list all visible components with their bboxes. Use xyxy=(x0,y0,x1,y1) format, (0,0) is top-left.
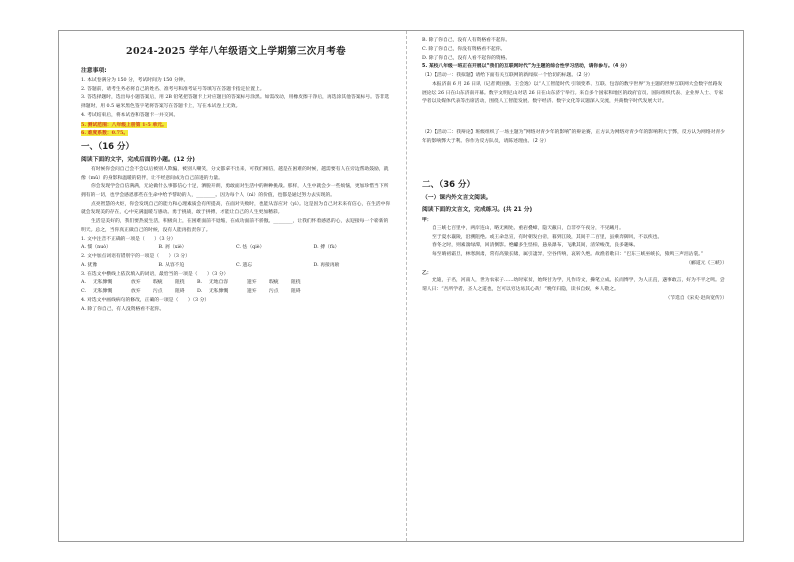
q3-option-row[interactable]: A. 无私慷慨 放弃 瑕疵 阻挠 B. 无地自容 遗弃 瑕疵 阻挠 xyxy=(81,280,301,286)
question-4: 4. 对选文中画线病句的修改，正确的一项是（ ）（3 分） xyxy=(81,297,210,303)
notice-2: 2. 答题前，请考生务必将自己的姓名、准考号和准考证号等填写在答题卡指定位置上。 xyxy=(81,86,265,92)
q2-option-a[interactable]: A. 犹豫 xyxy=(81,262,98,268)
question-2: 2. 文中加点词语有错别字的一项是（ ）（3 分） xyxy=(81,254,191,260)
q1-option-a[interactable]: A. 懦（nuò） xyxy=(81,245,111,251)
question-2-options xyxy=(81,262,391,271)
classical-reading-task: 阅读下面的文言文，完成练习。(共 21 分) xyxy=(422,207,533,214)
activity-1: （1）【活动一：我拟题】请给下面有关互联网的新闻拟一个恰切的标题。（2 分） xyxy=(422,73,593,79)
question-5: 5. 某校八年级一班正在开展以“我们的互联网时代”为主题的综合性学习活动，请你参与。（4 分） xyxy=(422,64,630,70)
answer-space-2[interactable] xyxy=(422,146,727,176)
question-1: 1. 文中注音不正确的一项是（ ）（3 分） xyxy=(81,236,176,242)
jia-paragraph-2: 至于夏水襄陵，沿溯阻绝。或王命急宣，有时朝发白帝，暮到江陵，其间千二百里，虽乘奔御风，不以疾也。 xyxy=(432,234,663,240)
jia-paragraph-1: 自三峡七百里中，两岸连山，略无阙处。重岩叠嶂，隐天蔽日，自非亭午夜分，不见曦月。 xyxy=(432,226,624,232)
passage-paragraph-2: 你会发现学会自信满满，无论做什么事都信心十足，洒脱开朗，勇敢面对生活中的种种挑战。那样，人生中就会少一些烦恼，更加珍惜当下所拥有的一切，也学会感恩那些在生命中给予帮助的人，________。因为每个人（nì）的价值，也都是通过努力去实现的。 xyxy=(81,184,389,199)
q2-option-d[interactable]: D. 再接再励 xyxy=(313,262,340,268)
section-1-title: 一、（16 分） xyxy=(81,141,135,152)
passage-paragraph-3: 点亮智慧的火炬，你会发现自己的能力和心理素质会有所提高，在面对失败时，也能从容应对（yì）。这是因为自己对未来有信心，在生活中你就会发现美的存在，心中充满温暖与感动。勇于挑战，敢于拼搏，才能让自己的人生更加精彩。 xyxy=(81,201,391,216)
difficulty-coefficient: 6. 难度系数：0.75。 xyxy=(81,130,129,137)
test-scope: 5. 测试范围：八年级上册第 1-5 单元。 xyxy=(81,121,167,128)
passage-jia-label: 甲： xyxy=(422,217,432,224)
q4-option-d[interactable]: D. 除了你自己，没有人看不起你的资格。 xyxy=(422,55,511,61)
q1-option-c[interactable]: C. 怯（qiè） xyxy=(236,245,265,251)
q3-option-row[interactable]: C. 无私慷慨 放弃 污点 阻碍 D. 无私慷慨 遗弃 污点 阻碍 xyxy=(81,289,301,295)
jia-source: （郦道元《三峡》） xyxy=(686,260,727,266)
column-divider xyxy=(406,31,407,541)
question-3: 3. 在选文中横线上依次填入的词语，最恰当的一项是（ ）（3 分） xyxy=(81,271,229,277)
notice-3: 3. 答选择题时，选出每小题答案后，用 2B 铅笔把答题卡上对应题目的答案标号涂黑。如需改动，用橡皮擦干净后，再选涂其他答案标号。答非选择题时，用 0.5 毫米黑色签字笔将答案写在答题卡上，写在本试卷上无效。 xyxy=(81,95,390,110)
q1-option-d[interactable]: D. 搏（fù） xyxy=(313,245,340,251)
right-column xyxy=(422,37,727,537)
question-1-options xyxy=(81,244,391,253)
answer-space-1[interactable] xyxy=(422,107,727,129)
q2-option-c[interactable]: C. 遗忘 xyxy=(236,262,253,268)
q4-option-b[interactable]: B. 除了你自己，没有人有资格看不起你。 xyxy=(422,38,511,43)
q4-option-a[interactable]: A. 除了你自己，有人没资格看不起你。 xyxy=(81,306,165,312)
yi-paragraph: 允迪，子名，河南人，世为农家子……幼时家贫，始终甘为学，凡作诗文，操笔立成。长而博学，为人正直，遇事敢言，好为不平之鸣。尝谓人曰：“吾所学者，圣人之道也，岂可以穷达易其心哉！”晚年归隐，读书自娱，乡人敬之。 xyxy=(422,278,725,292)
q4-option-c[interactable]: C. 除了你自己，你没有资格看不起你。 xyxy=(422,46,506,52)
yi-source: （节选自《宋史·赵尚宽传》） xyxy=(665,295,727,301)
passage-paragraph-4: 生活是美好的，我们要热爱生活，积极向上，在困难面前不退缩，在成功面前不骄傲。________，让我们怀着感恩的心，去迎接每一个崭新的明天。总之，当你真正做自己的时候，没有人能再指责你了。 xyxy=(81,219,389,233)
exam-title: 2024-2025 学年八年级语文上学期第三次月考卷 xyxy=(126,46,346,57)
section-2-title: 二、（36 分） xyxy=(422,180,476,191)
question-3-options xyxy=(81,279,391,297)
jia-paragraph-3: 春冬之时，则素湍绿潭，回清倒影。绝巘多生怪柏，悬泉瀑布，飞漱其间，清荣峻茂，良多趣味。 xyxy=(432,243,639,249)
notice-4: 4. 考试结束后，将本试卷和答题卡一并交回。 xyxy=(81,112,179,118)
passage-yi-label: 乙： xyxy=(422,269,432,276)
q2-option-b[interactable]: B. 从容不迫 xyxy=(158,262,185,268)
activity-2: （2）【活动二：我辩论】班级组织了一场主题为“网络对青少年的影响”的辩论赛，正方认为网络对青少年的影响利大于弊，反方认为网络对青少年的影响弊大于利。你作为反方队员，请陈述理由。（2 分） xyxy=(422,129,726,144)
left-column xyxy=(81,37,391,537)
subsection-1: （一）课内外文言文阅读。 xyxy=(422,195,492,202)
passage-paragraph-1: 有时候你会问自己会不会以后被别人欺骗，被别人嘲笑，分文都拿不出来，可我们相信，越是在困难的时候，越需要有人在旁边帮助鼓励，就像（mǔ）的身影和温暖的陪伴，让不经意间成为自己前进的力量。 xyxy=(81,166,389,181)
news-passage: 本报济南 6 月 26 日讯（记者黄国强、王会逸）以“人工智能时代 引领变革、互联、包容的数字世界”为主题的世界互联网大会数字丝路发展论坛 26 日在山东济南开幕。数字文明尼山对话 26 日在山东济宁举行。来自多个国家和地区的政府官员、国际组织代表、企业界人士、专家学者以及媒体代表等出席活动，围绕人工智能发展、数字经济、数字文化等议题深入交流，共商数字时代发展大计。 xyxy=(422,81,724,105)
exam-paper xyxy=(58,30,744,542)
jia-paragraph-4: 每至晴初霜旦，林寒涧肃，常有高猿长啸，属引凄异，空谷传响，哀转久绝。故渔者歌曰：“巴东三峡巫峡长，猿鸣三声泪沾裳。” xyxy=(432,252,704,258)
notice-1: 1. 本试卷满分为 150 分，考试时间为 150 分钟。 xyxy=(81,78,189,83)
q1-option-b[interactable]: B. 屑（xiè） xyxy=(158,245,187,251)
reading-task: 阅读下面的文字，完成后面的小题。(12 分) xyxy=(81,156,195,163)
notice-heading: 注意事项: xyxy=(81,68,107,74)
